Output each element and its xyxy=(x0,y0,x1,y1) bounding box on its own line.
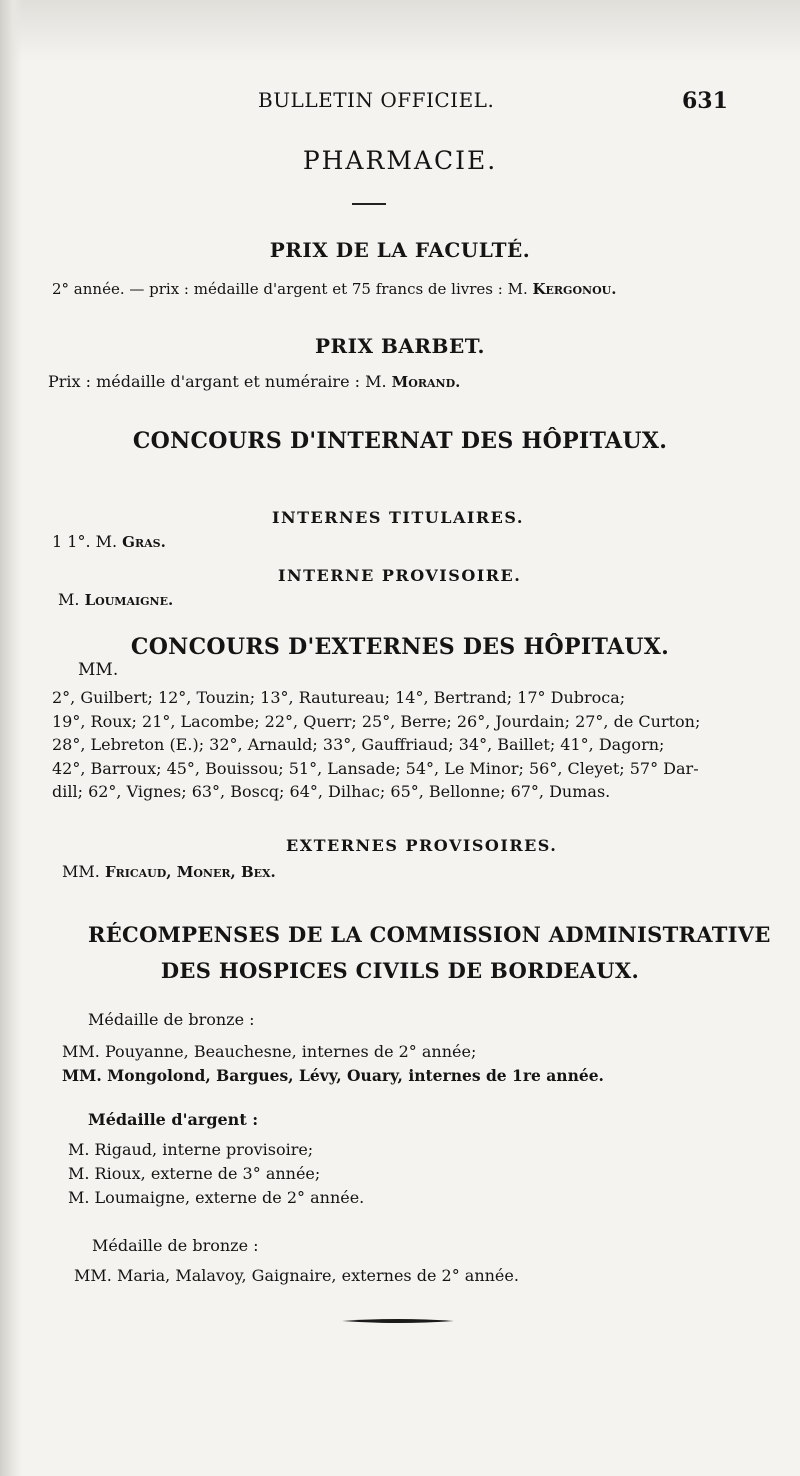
internes-titulaires-name: Gras. xyxy=(122,533,166,551)
externat-line: 19°, Roux; 21°, Lacombe; 22°, Querr; 25°, Berre; 26°, Jourdain; 27°, de Curton; xyxy=(52,711,701,731)
prix-faculte-heading: PRIX DE LA FACULTÉ. xyxy=(269,238,531,262)
externat-mm: MM. xyxy=(78,660,119,680)
recompenses-heading-line1: RÉCOMPENSES DE LA COMMISSION ADMINISTRATIVE xyxy=(88,922,771,947)
argent-line-2: M. Rioux, externe de 3° année; xyxy=(68,1164,321,1183)
externes-provisoires-prefix: MM. xyxy=(62,862,105,881)
title-rule xyxy=(352,203,386,205)
scan-shadow-left xyxy=(0,0,22,1476)
scan-shadow-top xyxy=(0,0,800,60)
running-head xyxy=(0,88,800,118)
end-ornament-rule xyxy=(342,1318,454,1324)
prix-barbet-heading: PRIX BARBET. xyxy=(315,334,485,358)
argent-line-3: M. Loumaigne, externe de 2° année. xyxy=(68,1188,365,1207)
externes-provisoires-line xyxy=(62,862,276,881)
page-number: 631 xyxy=(682,88,728,114)
argent-line-1: M. Rigaud, interne provisoire; xyxy=(68,1140,314,1159)
interne-provisoire-heading: INTERNE PROVISOIRE. xyxy=(278,566,522,585)
prix-faculte-laureate: Kergonou. xyxy=(532,280,617,298)
argent-label: Médaille d'argent : xyxy=(88,1110,259,1129)
section-title: PHARMACIE. xyxy=(302,146,498,175)
prix-barbet-line xyxy=(48,372,460,391)
prix-faculte-text: 2° année. — prix : médaille d'argent et 75 francs de livres : M. xyxy=(52,280,533,298)
bronze-2-line: MM. Maria, Malavoy, Gaignaire, externes de 2° année. xyxy=(74,1266,519,1285)
interne-provisoire-line xyxy=(58,590,173,609)
internes-titulaires-rank: 1 1°. M. xyxy=(52,532,123,551)
externat-list xyxy=(52,686,752,804)
running-head-title: BULLETIN OFFICIEL. xyxy=(258,88,495,112)
internes-titulaires-heading: INTERNES TITULAIRES. xyxy=(272,508,524,527)
internes-titulaires-line xyxy=(52,532,166,551)
externat-line: dill; 62°, Vignes; 63°, Boscq; 64°, Dilhac; 65°, Bellonne; 67°, Dumas. xyxy=(52,782,611,801)
externes-provisoires-heading: EXTERNES PROVISOIRES. xyxy=(286,836,558,855)
recompenses-heading-line2: DES HOSPICES CIVILS DE BORDEAUX. xyxy=(160,958,640,983)
prix-faculte-line xyxy=(52,280,616,298)
internat-heading: CONCOURS D'INTERNAT DES HÔPITAUX. xyxy=(132,428,668,454)
externat-heading: CONCOURS D'EXTERNES DES HÔPITAUX. xyxy=(130,634,670,660)
interne-provisoire-name: Loumaigne. xyxy=(84,591,174,609)
externat-line: 28°, Lebreton (E.); 32°, Arnauld; 33°, Gauffriaud; 34°, Baillet; 41°, Dagorn; xyxy=(52,735,665,754)
bronze-2-label: Médaille de bronze : xyxy=(92,1236,259,1255)
bronze-1-line-2: MM. Mongolond, Bargues, Lévy, Ouary, internes de 1re année. xyxy=(62,1066,604,1085)
interne-provisoire-prefix: M. xyxy=(58,590,85,609)
externat-line: 42°, Barroux; 45°, Bouissou; 51°, Lansade; 54°, Le Minor; 56°, Cleyet; 57° Dar- xyxy=(52,758,699,778)
prix-barbet-laureate: Morand. xyxy=(391,373,461,391)
externes-provisoires-names: Fricaud, Moner, Bex. xyxy=(104,863,276,881)
bronze-1-label: Médaille de bronze : xyxy=(88,1010,255,1029)
externat-line: 2°, Guilbert; 12°, Touzin; 13°, Rautureau; 14°, Bertrand; 17° Dubroca; xyxy=(52,688,626,707)
prix-barbet-text: Prix : médaille d'argant et numéraire : M. xyxy=(48,372,392,391)
bronze-1-line-1: MM. Pouyanne, Beauchesne, internes de 2° année; xyxy=(62,1042,477,1061)
